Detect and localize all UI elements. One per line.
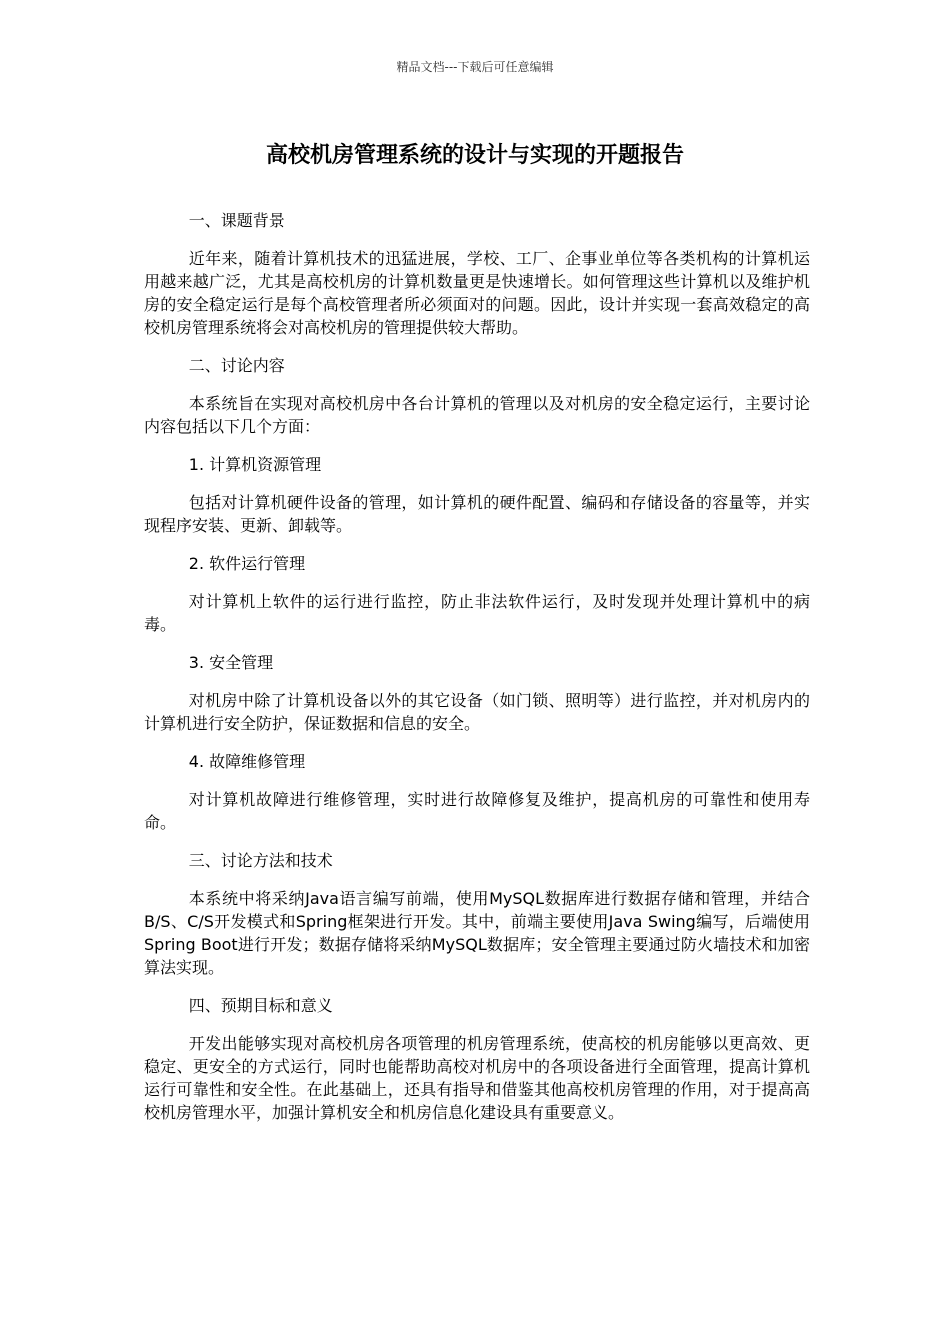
section-heading-background: 一、课题背景 bbox=[188, 211, 285, 230]
item-heading-maintenance: 4. 故障维修管理 bbox=[188, 752, 306, 771]
section-heading-content: 二、讨论内容 bbox=[188, 356, 285, 375]
paragraph-goal: 开发出能够实现对高校机房各项管理的机房管理系统，使高校的机房能够以更高效、更稳定、更安全的方式运行，同时也能帮助高校对机房中的各项设备进行全面管理，提高计算机运行可靠性和安全性。在此基础上，还具有指导和借鉴其他高校机房管理的作用，对于提高高校机房管理水平，加强计算机安全和机房信息化建设具有重要意义。 bbox=[144, 1034, 810, 1122]
paragraph-software: 对计算机上软件的运行进行监控，防止非法软件运行，及时发现并处理计算机中的病毒。 bbox=[144, 592, 810, 634]
document-title: 高校机房管理系统的设计与实现的开题报告 bbox=[265, 143, 684, 168]
paragraph-maintenance: 对计算机故障进行维修管理，实时进行故障修复及维护，提高机房的可靠性和使用寿命。 bbox=[144, 790, 810, 832]
item-heading-security: 3. 安全管理 bbox=[188, 653, 274, 672]
section-heading-method: 三、讨论方法和技术 bbox=[188, 851, 333, 870]
document-body bbox=[144, 209, 810, 1124]
paragraph-content-intro: 本系统旨在实现对高校机房中各台计算机的管理以及对机房的安全稳定运行，主要讨论内容包括以下几个方面： bbox=[144, 394, 810, 436]
header-note: 精品文档---下载后可任意编辑 bbox=[396, 60, 554, 74]
section-heading-goal: 四、预期目标和意义 bbox=[188, 996, 333, 1015]
item-heading-resource: 1. 计算机资源管理 bbox=[188, 455, 322, 474]
item-heading-software: 2. 软件运行管理 bbox=[188, 554, 306, 573]
paragraph-resource: 包括对计算机硬件设备的管理，如计算机的硬件配置、编码和存储设备的容量等，并实现程序安装、更新、卸载等。 bbox=[144, 493, 810, 535]
paragraph-background: 近年来，随着计算机技术的迅猛进展，学校、工厂、企事业单位等各类机构的计算机运用越来越广泛，尤其是高校机房的计算机数量更是快速增长。如何管理这些计算机以及维护机房的安全稳定运行是每个高校管理者所必须面对的问题。因此，设计并实现一套高效稳定的高校机房管理系统将会对高校机房的管理提供较大帮助。 bbox=[144, 249, 810, 337]
paragraph-method: 本系统中将采纳Java语言编写前端，使用MySQL数据库进行数据存储和管理，并结合B/S、C/S开发模式和Spring框架进行开发。其中，前端主要使用Java Swing编写，后端使用Spring Boot进行开发；数据存储将采纳MySQL数据库；安全管理主要通过防火墙技术和加密算法实现。 bbox=[144, 889, 810, 977]
paragraph-security: 对机房中除了计算机设备以外的其它设备（如门锁、照明等）进行监控，并对机房内的计算机进行安全防护，保证数据和信息的安全。 bbox=[144, 691, 810, 733]
